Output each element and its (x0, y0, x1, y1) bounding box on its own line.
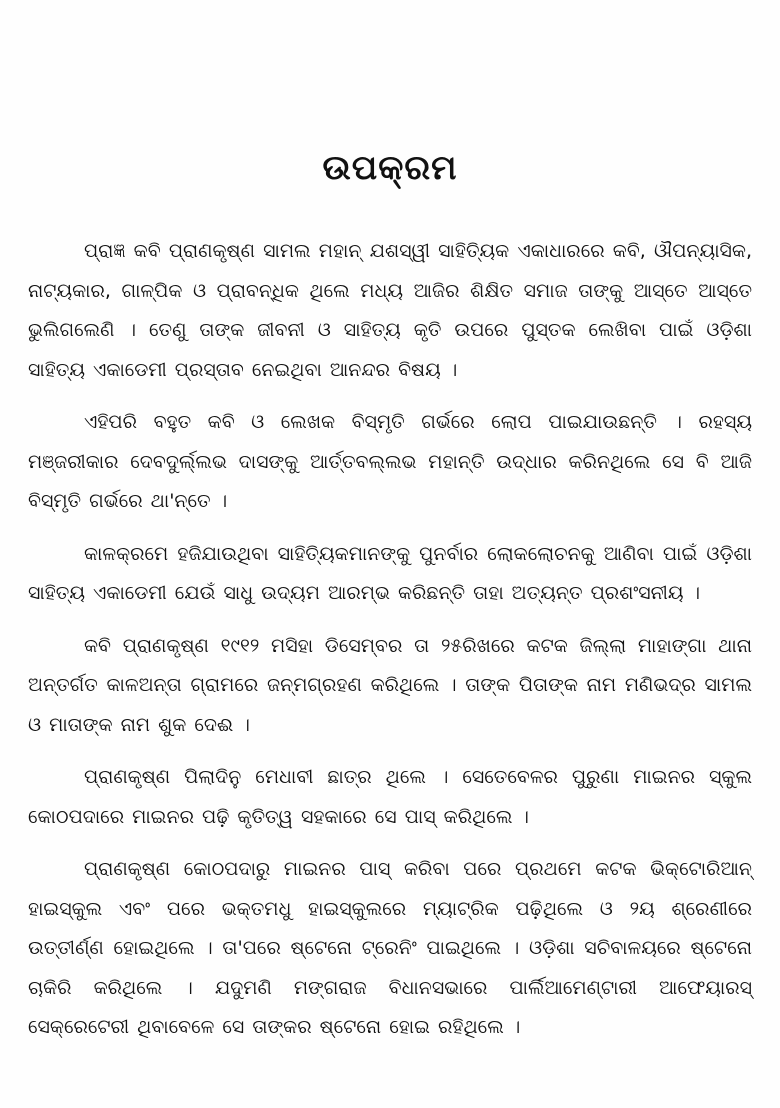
page-title: ଉପକ୍ରମ (322, 148, 458, 188)
paragraph: ଏହିପରି ବହୁତ କବି ଓ ଲେଖକ ବିସ୍ମୃତି ଗର୍ଭରେ ଲୋପ ପାଇଯାଉଛନ୍ତି । ରହସ୍ୟ ମଞ୍ଜରୀକାର ଦେବଦୁର୍ଲ୍ଲଭ ଦାସଙ୍କୁ ଆର୍ତ୍ତବଲ୍ଲଭ ମହାନ୍ତି ଉଦ୍ଧାର କରିନଥିଲେ ସେ ବି ଆଜି ବିସ୍ମୃତି ଗର୍ଭରେ ଥା'ନ୍ତେ । (28, 411, 752, 512)
paragraph: ପ୍ରାଜ୍ଞ କବି ପ୍ରାଣକୃଷ୍ଣ ସାମଲ ମହାନ୍ ଯଶସ୍ୱୀ ସାହିତ୍ୟିକ ଏକାଧାରରେ କବି, ଔପନ୍ୟାସିକ, ନାଟ୍ୟକାର, ଗାଳ୍ପିକ ଓ ପ୍ରାବନ୍ଧିକ ଥିଲେ ମଧ୍ୟ ଆଜିର ଶିକ୍ଷିତ ସମାଜ ତାଙ୍କୁ ଆସ୍ତେ ଆସ୍ତେ ଭୁଲିଗଲେଣି । ତେଣୁ ତାଙ୍କ ଜୀବନୀ ଓ ସାହିତ୍ୟ କୃତି ଉପରେ ପୁସ୍ତକ ଲେଖିବା ପାଇଁ ଓଡ଼ିଶା ସାହିତ୍ୟ ଏକାଡେମୀ ପ୍ରସ୍ତାବ ନେଇଥିବା ଆନନ୍ଦର ବିଷୟ । (28, 240, 752, 381)
paragraph: ପ୍ରାଣକୃଷ୍ଣ ପିଲାଦିନୁ ମେଧାବୀ ଛାତ୍ର ଥିଲେ । ସେତେବେଳର ପୁରୁଣା ମାଇନର ସ୍କୁଲ କୋଠପଦାରେ ମାଇନର ପଢ଼ି କୃତିତ୍ୱ ସହକାରେ ସେ ପାସ୍ କରିଥିଲେ । (28, 766, 752, 828)
paragraph: କାଳକ୍ରମେ ହଜିଯାଉଥିବା ସାହିତ୍ୟିକମାନଙ୍କୁ ପୁନର୍ବାର ଲୋକଲୋଚନକୁ ଆଣିବା ପାଇଁ ଓଡ଼ିଶା ସାହିତ୍ୟ ଏକାଡେମୀ ଯେଉଁ ସାଧୁ ଉଦ୍ୟମ ଆରମ୍ଭ କରିଛନ୍ତି ତାହା ଅତ୍ୟନ୍ତ ପ୍ରଶଂସନୀୟ । (28, 542, 752, 604)
page-body (28, 232, 752, 1048)
paragraph: କବି ପ୍ରାଣକୃଷ୍ଣ ୧୯୧୨ ମସିହା ଡିସେମ୍ବର ତା ୨୫ରିଖରେ କଟକ ଜିଲ୍ଲା ମାହାଙ୍ଗା ଥାନା ଅନ୍ତର୍ଗତ କାଳଅନ୍ତା ଗ୍ରାମରେ ଜନ୍ମଗ୍ରହଣ କରିଥିଲେ । ତାଙ୍କ ପିତାଙ୍କ ନାମ ମଣିଭଦ୍ର ସାମଲ ଓ ମାତାଙ୍କ ନାମ ଶୁକ ଦେଈ । (28, 634, 752, 736)
paragraph: ପ୍ରାଣକୃଷ୍ଣ କୋଠପଦାରୁ ମାଇନର ପାସ୍ କରିବା ପରେ ପ୍ରଥମେ କଟକ ଭିକ୍ଟୋରିଆନ୍ ହାଇସ୍କୁଲ ଏବଂ ପରେ ଭକ୍ତମଧୁ ହାଇସ୍କୁଲରେ ମ୍ୟାଟ୍ରିକ ପଢ଼ିଥିଲେ ଓ ୨ୟ ଶ୍ରେଣୀରେ ଉତ୍ତୀର୍ଣ୍ଣ ହୋଇଥିଲେ । ତା'ପରେ ଷ୍ଟେନୋ ଟ୍ରେନିଂ ପାଇଥିଲେ । ଓଡ଼ିଶା ସଚିବାଳୟରେ ଷ୍ଟେନୋ ଚାକିରି କରିଥିଲେ । ଯଦୁମଣି ମଙ୍ଗରାଜ ବିଧାନସଭାରେ ପାର୍ଲିଆମେଣ୍ଟାରୀ ଆଫେୟାରସ୍ ସେକ୍ରେଟେରୀ ଥିବାବେଳେ ସେ ତାଙ୍କର ଷ୍ଟେନୋ ହୋଇ ରହିଥିଲେ । (28, 858, 752, 1038)
